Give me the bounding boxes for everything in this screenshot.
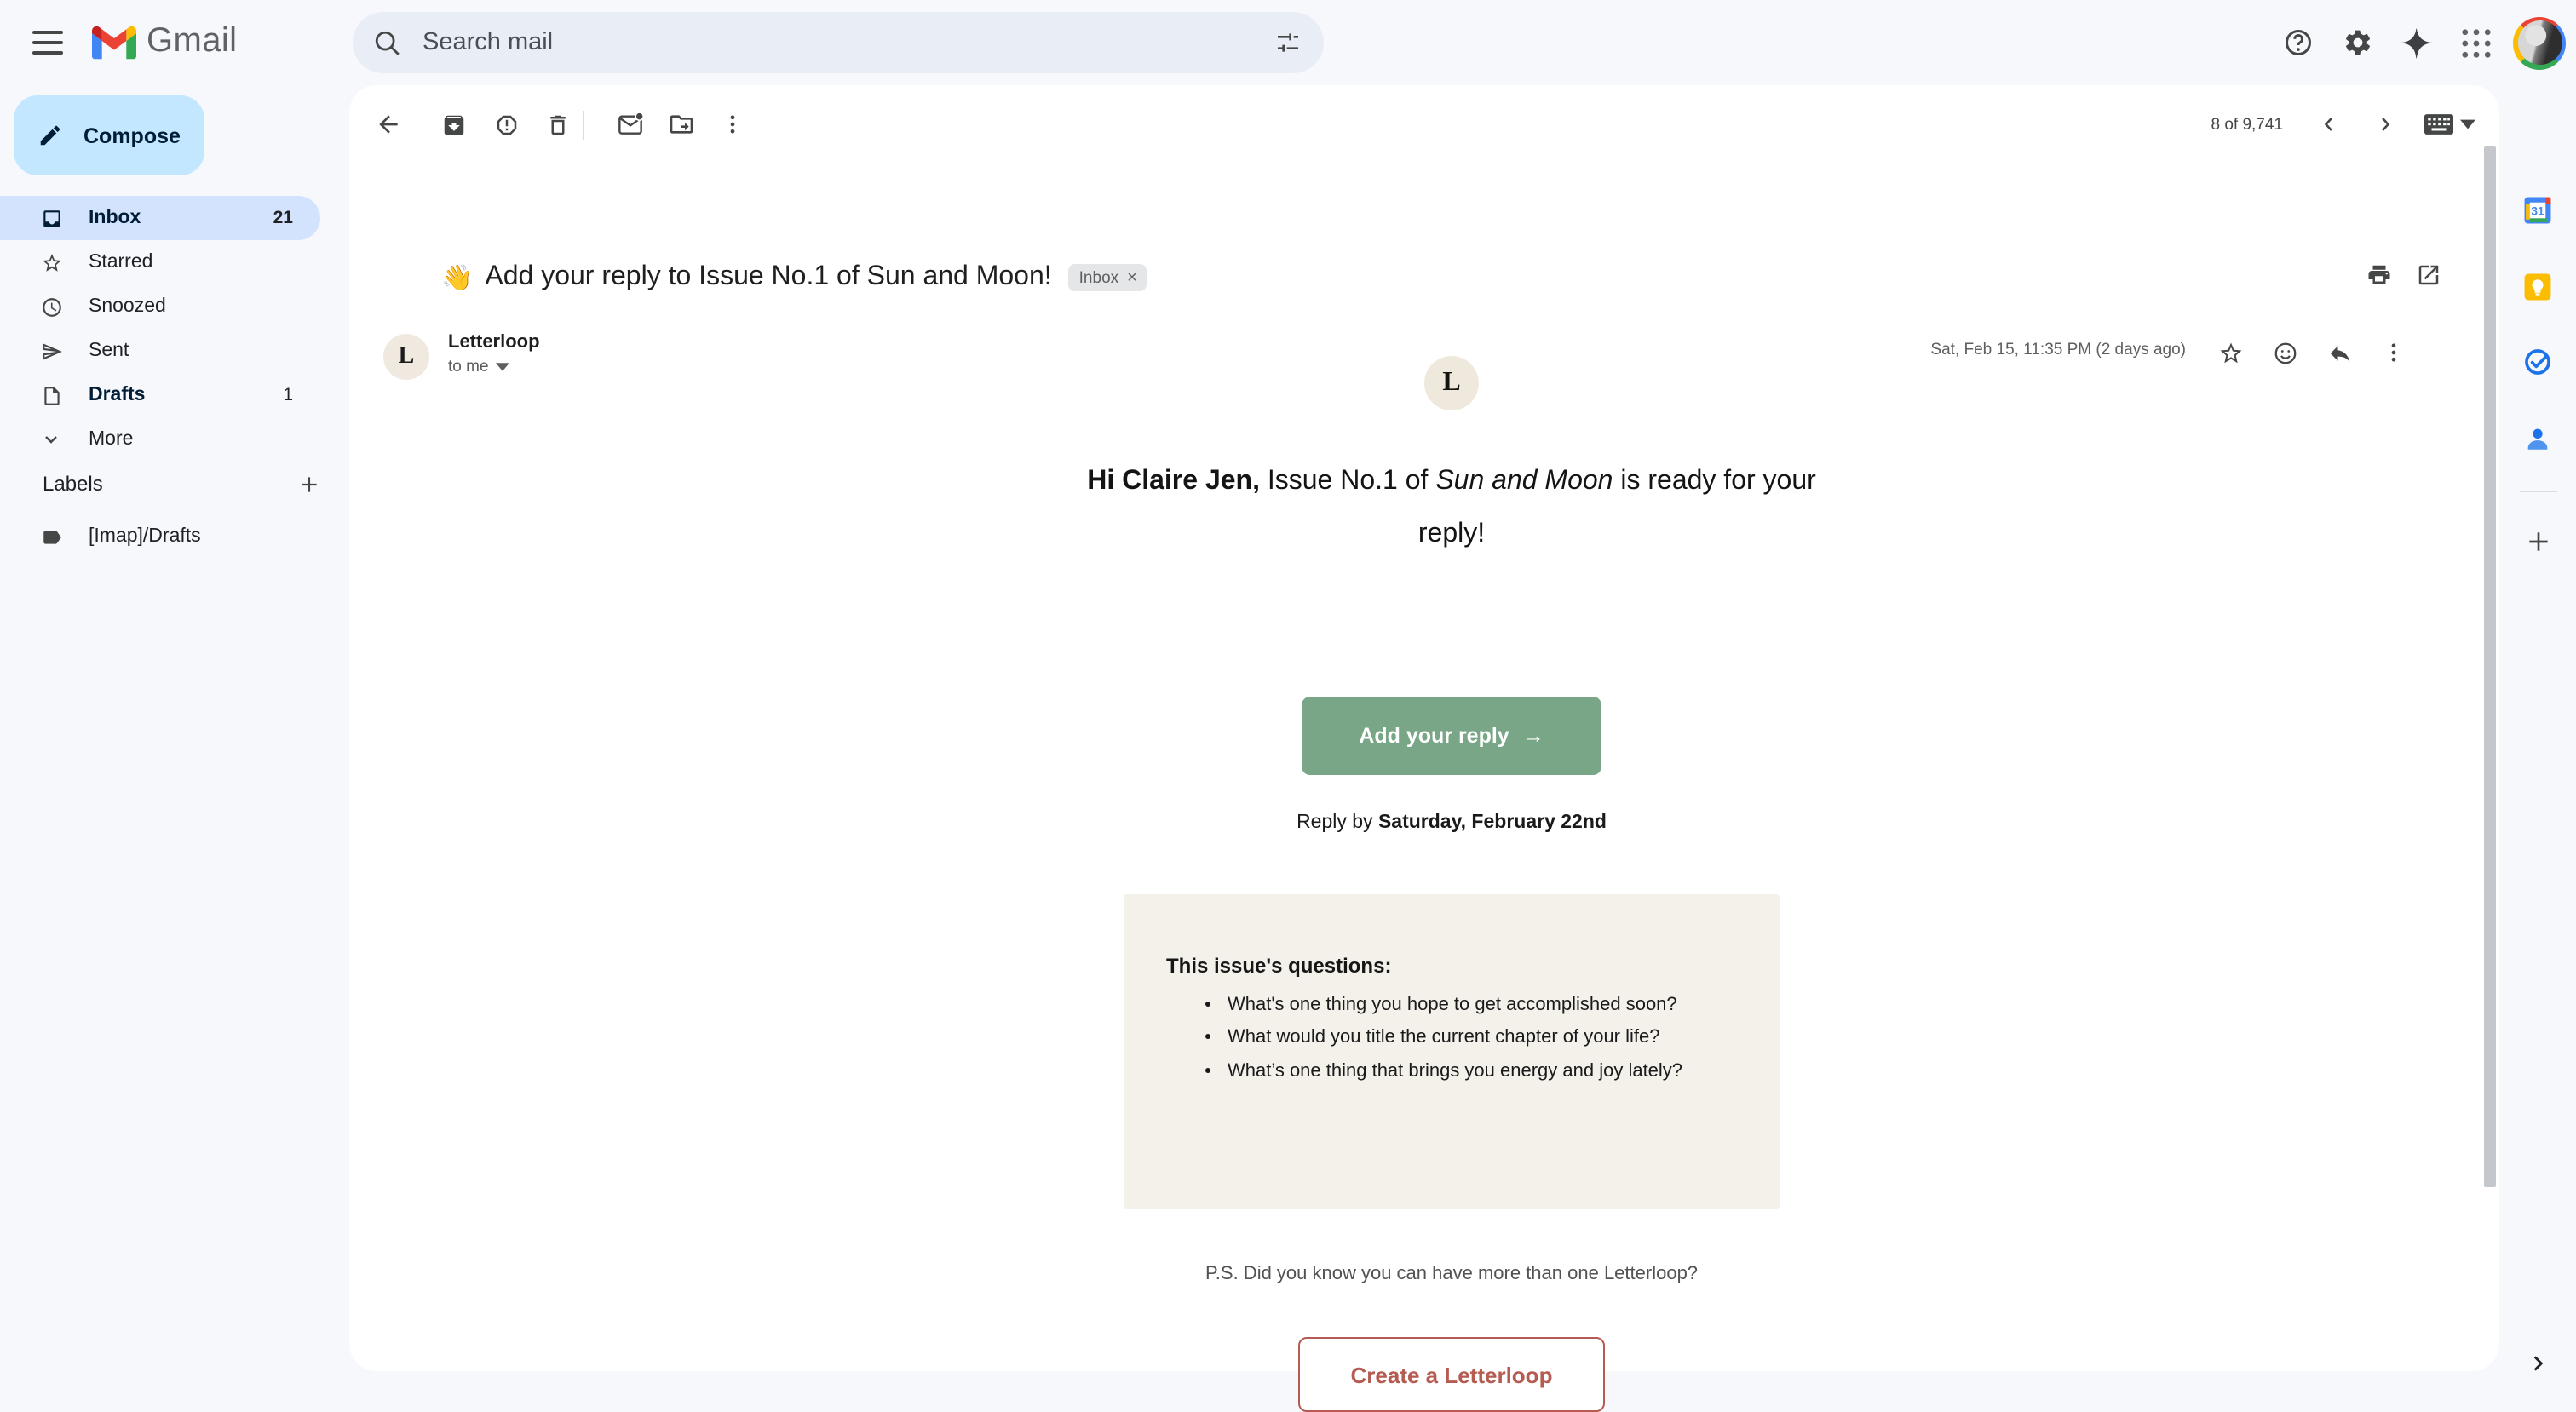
questions-box — [1124, 894, 1780, 1209]
email-heading: Hi Claire Jen, Issue No.1 of Sun and Moon is ready for your reply! — [1087, 467, 1816, 548]
newsletter-title: Sun and Moon — [1435, 467, 1613, 496]
help-icon[interactable] — [2268, 13, 2327, 72]
search-bar[interactable] — [353, 12, 1324, 73]
reply-deadline: Reply by Saturday, February 22nd — [1297, 812, 1607, 833]
sidebar-item-sent[interactable]: Sent — [0, 329, 320, 373]
compose-pencil-icon — [37, 123, 63, 148]
hide-side-panel-chevron-icon[interactable] — [2513, 1339, 2561, 1386]
sidebar-item-drafts[interactable]: Drafts 1 — [0, 373, 320, 417]
gmail-wordmark: Gmail — [147, 22, 238, 60]
email-body — [349, 85, 2499, 1387]
avatar-photo — [2517, 20, 2562, 65]
label-tag-icon — [39, 525, 63, 548]
main-menu-icon[interactable] — [32, 31, 66, 55]
sidebar-item-inbox[interactable]: Inbox 21 — [0, 196, 320, 240]
account-avatar[interactable] — [2513, 16, 2566, 69]
clock-icon — [39, 295, 63, 319]
letterloop-logo-avatar: L — [1424, 356, 1479, 410]
add-your-reply-button[interactable]: Add your reply → — [1302, 697, 1601, 775]
questions-list — [1204, 990, 1769, 1088]
wave-emoji: 👋 — [441, 264, 474, 293]
keep-notes-icon[interactable] — [2512, 261, 2563, 312]
tasks-icon[interactable] — [2512, 336, 2563, 387]
labels-header: Labels — [43, 472, 320, 496]
inbox-chip[interactable]: Inbox × — [1069, 264, 1147, 291]
recipient-toggle[interactable]: to me — [448, 358, 509, 376]
sidebar-label-imap-drafts[interactable]: [Imap]/Drafts — [0, 514, 320, 559]
inbox-icon — [39, 206, 63, 230]
header-bar — [0, 0, 2576, 85]
calendar-icon[interactable] — [2512, 184, 2563, 235]
gmail-logo — [92, 22, 237, 61]
pagination-count: 8 of 9,741 — [2211, 115, 2283, 134]
vertical-scrollbar[interactable] — [2484, 146, 2496, 1187]
sidebar-item-starred[interactable]: Starred — [0, 240, 320, 284]
search-filter-icon[interactable] — [1274, 29, 1302, 56]
question-item: • What would you title the current chapter of your life? — [1228, 1023, 1739, 1056]
chevron-down-icon — [39, 428, 63, 451]
greeting: Hi Claire Jen, — [1087, 467, 1260, 496]
send-icon — [39, 339, 63, 363]
side-panel-rail — [2499, 85, 2576, 1402]
settings-gear-icon[interactable] — [2327, 13, 2387, 72]
ps-note: P.S. Did you know you can have more than one Letterloop? — [1205, 1264, 1699, 1284]
compose-button[interactable]: Compose — [14, 95, 204, 175]
inbox-count: 21 — [273, 208, 293, 228]
google-apps-grid-icon[interactable] — [2447, 13, 2506, 72]
create-letterloop-button[interactable]: Create a Letterloop — [1298, 1337, 1605, 1412]
rail-divider — [2519, 491, 2556, 492]
sender-avatar[interactable]: L — [383, 334, 429, 380]
chip-remove-icon[interactable]: × — [1127, 268, 1137, 287]
svg-text:31: 31 — [2531, 203, 2544, 217]
sidebar — [0, 85, 349, 1402]
sidebar-item-more[interactable]: More — [0, 417, 320, 462]
question-item: • What’s one thing that brings you energy and joy lately? — [1228, 1055, 1739, 1088]
search-input[interactable]: Search mail — [423, 29, 554, 56]
gemini-sparkle-icon[interactable] — [2387, 13, 2447, 72]
sidebar-nav — [0, 196, 349, 462]
star-icon — [39, 250, 63, 274]
sidebar-item-snoozed[interactable]: Snoozed — [0, 284, 320, 329]
create-label-plus-icon[interactable] — [298, 473, 320, 495]
header-actions — [2268, 0, 2576, 85]
draft-file-icon — [39, 383, 63, 407]
drafts-count: 1 — [283, 385, 293, 405]
message-subject: Add your reply to Issue No.1 of Sun and Moon! — [485, 262, 1052, 291]
get-add-ons-plus-icon[interactable] — [2512, 516, 2563, 567]
sender-name: Letterloop — [448, 332, 540, 353]
search-icon — [373, 28, 402, 57]
gmail-m-icon — [92, 25, 136, 59]
contacts-icon[interactable] — [2512, 412, 2563, 463]
questions-title: This issue's questions: — [1166, 954, 1392, 978]
message-pane — [349, 85, 2499, 1387]
message-date: Sat, Feb 15, 11:35 PM (2 days ago) — [1930, 341, 2186, 359]
arrow-right-icon: → — [1522, 724, 1544, 748]
question-item: • What's one thing you hope to get accomplished soon? — [1228, 990, 1739, 1023]
